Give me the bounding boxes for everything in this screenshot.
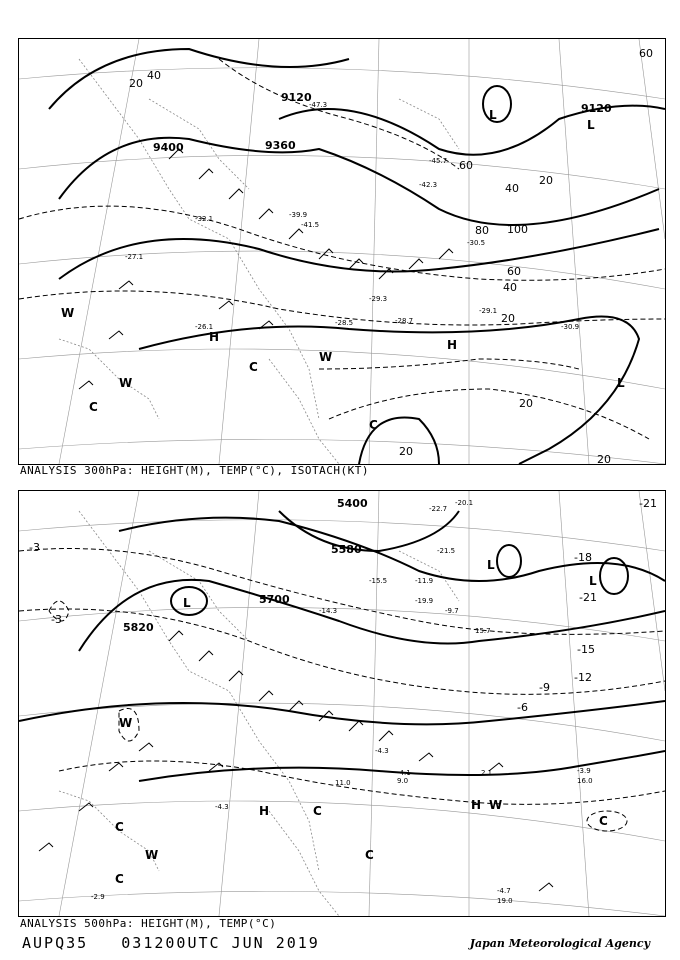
high-center: H	[209, 330, 220, 344]
high-center: H	[447, 338, 458, 352]
temp-label: -39.9	[289, 211, 308, 219]
warm-center: W	[319, 350, 333, 364]
height-label: 9120	[581, 102, 612, 115]
caption-500hpa: ANALYSIS 500hPa: HEIGHT(M), TEMP(°C)	[20, 917, 277, 930]
isotach-label: 60	[507, 265, 521, 278]
height-label: 9400	[153, 141, 184, 154]
warm-center: W	[145, 848, 159, 862]
station-label: -9.7	[445, 607, 459, 615]
agency-credit: Japan Meteorological Agency	[469, 937, 650, 950]
temp-label: -27.1	[125, 253, 144, 261]
isotherm-label: -18	[574, 551, 592, 564]
height-label: 9360	[265, 139, 296, 152]
station-label: 19.0	[497, 897, 513, 905]
isotach-label: 20	[129, 77, 143, 90]
cold-center: C	[115, 872, 124, 886]
station-label: 15.7	[475, 627, 491, 635]
product-code: AUPQ35	[22, 934, 89, 952]
temp-label: -28.5	[335, 319, 354, 327]
station-label: -11.9	[415, 577, 434, 585]
station-label: 11.0	[335, 779, 351, 787]
station-label: -15.5	[369, 577, 388, 585]
isotach-label: 100	[507, 223, 528, 236]
station-label: -4.1	[397, 769, 411, 777]
isotherm-label: -21	[579, 591, 597, 604]
low-center: L	[617, 376, 625, 390]
cold-center: C	[249, 360, 258, 374]
wind-barbs	[39, 631, 553, 891]
isotach-label: 80	[475, 224, 489, 237]
high-center: H	[471, 798, 482, 812]
cold-center: C	[115, 820, 124, 834]
temp-label: -42.3	[419, 181, 438, 189]
chart-300hpa	[19, 39, 665, 464]
station-label: -20.1	[455, 499, 474, 507]
isotherm-label: -9	[539, 681, 550, 694]
caption-300hpa: ANALYSIS 300hPa: HEIGHT(M), TEMP(°C), ISOTACH(KT)	[20, 464, 370, 477]
warm-center: W	[119, 716, 133, 730]
map-panel-500hpa	[18, 490, 666, 917]
temp-label: -30.9	[561, 323, 580, 331]
isotach-label: 20	[597, 453, 611, 464]
coastline	[59, 59, 459, 464]
temp-label: -41.5	[301, 221, 320, 229]
cold-center: C	[89, 400, 98, 414]
isotach-label: 20	[539, 174, 553, 187]
isotach-label: 20	[501, 312, 515, 325]
isotherm-label: -6	[517, 701, 528, 714]
height-label: 9120	[281, 91, 312, 104]
station-label: -4.3	[215, 803, 229, 811]
warm-center: W	[61, 306, 75, 320]
warm-center: W	[489, 798, 503, 812]
height-label: 5700	[259, 593, 290, 606]
temp-label: -28.7	[395, 317, 414, 325]
cold-center: C	[313, 804, 322, 818]
station-label: -4.7	[497, 887, 511, 895]
temp-label: -30.5	[467, 239, 486, 247]
low-center: L	[183, 596, 191, 610]
isotach-label: 60	[459, 159, 473, 172]
analysis-datetime: 031200UTC JUN 2019	[121, 934, 320, 952]
graticule	[19, 39, 665, 464]
high-center: H	[259, 804, 270, 818]
isotherm-label: -12	[574, 671, 592, 684]
cold-center: C	[599, 814, 608, 828]
station-label: -22.7	[429, 505, 448, 513]
isotach-label: 20	[519, 397, 533, 410]
height-label: 5400	[337, 497, 368, 510]
chart-500hpa	[19, 491, 665, 916]
isotach-label: 40	[147, 69, 161, 82]
map-panel-300hpa	[18, 38, 666, 465]
low-center: L	[487, 558, 495, 572]
low-center: L	[489, 108, 497, 122]
height-label: 5580	[331, 543, 362, 556]
isotherm-label: -15	[577, 643, 595, 656]
station-label: 16.0	[577, 777, 593, 785]
isotherm-label: -3	[29, 541, 40, 554]
station-label: -3.9	[577, 767, 591, 775]
temp-label: -29.1	[479, 307, 498, 315]
low-center: L	[587, 118, 595, 132]
station-label: -19.9	[415, 597, 434, 605]
temp-label: -29.3	[369, 295, 388, 303]
height-labels	[153, 91, 612, 154]
station-label: 9.0	[397, 777, 409, 785]
low-center: L	[589, 574, 597, 588]
station-label: 2.1	[481, 769, 493, 777]
cold-center: C	[369, 418, 378, 432]
station-label: -4.3	[375, 747, 389, 755]
height-label: 5820	[123, 621, 154, 634]
isotach-label: 20	[399, 445, 413, 458]
station-label: -14.3	[319, 607, 338, 615]
isotherms	[19, 549, 665, 832]
station-label: -21.5	[437, 547, 456, 555]
temp-label: -47.3	[309, 101, 328, 109]
product-header	[22, 934, 320, 952]
isotach-label: 40	[505, 182, 519, 195]
temp-label: -32.1	[195, 215, 214, 223]
temp-label: -45.7	[429, 157, 448, 165]
isotherm-label: -21	[639, 497, 657, 510]
cold-center: C	[365, 848, 374, 862]
temp-label: -26.1	[195, 323, 214, 331]
isotach-label: 40	[503, 281, 517, 294]
isotach-label: 60	[639, 47, 653, 60]
isotherm-label: -3	[51, 613, 62, 626]
warm-center: W	[119, 376, 133, 390]
station-label: -2.9	[91, 893, 105, 901]
